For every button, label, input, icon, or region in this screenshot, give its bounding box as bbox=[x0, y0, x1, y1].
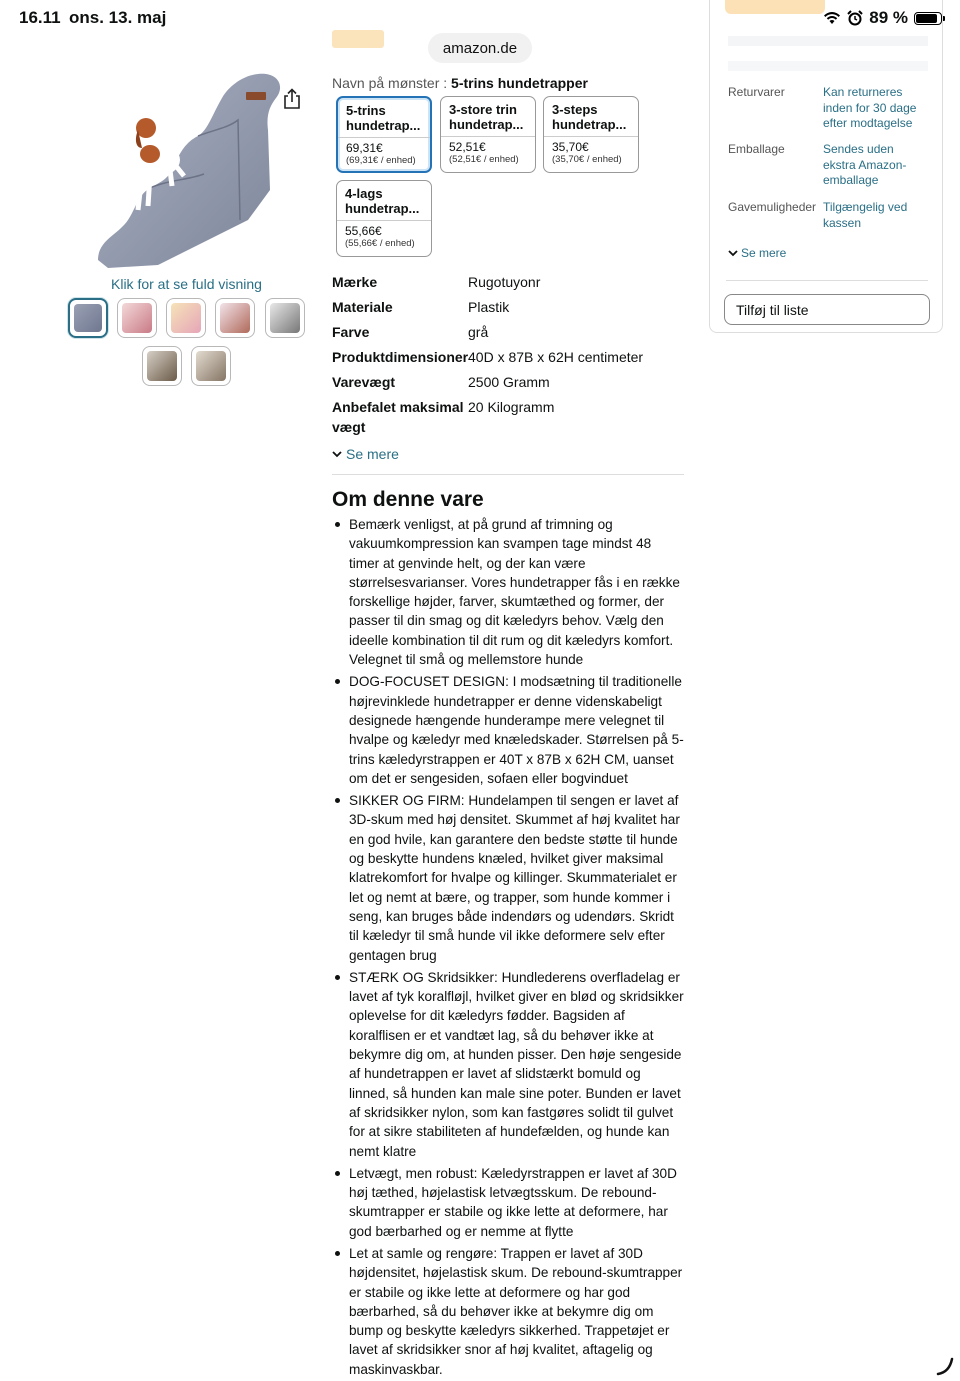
spec-value: Plastik bbox=[468, 299, 510, 315]
info-key: Gavemuligheder bbox=[728, 200, 817, 214]
chevron-down-icon bbox=[728, 248, 738, 258]
thumbnail-2[interactable] bbox=[117, 298, 157, 338]
pattern-label: Navn på mønster : bbox=[332, 75, 448, 91]
thumbnail-1[interactable] bbox=[68, 298, 108, 338]
variant-option-2[interactable] bbox=[440, 96, 536, 173]
info-value-link[interactable]: Tilgængelig ved kassen bbox=[823, 200, 908, 230]
see-more-specs-link[interactable] bbox=[332, 446, 399, 462]
about-bullet: Let at samle og rengøre: Trappen er lavet af 30D højdensitet, højelastisk skum. De rebound-skumtrapper er stabile og ikke lette at deformere og har god bærbarhed, så du behøver ikke at bekymre dig om bump og beskytte kæledyrs sikkerhed. Trappetøjet er lavet af skridsikker snor af høj kvalitet, aftagelig og maskinvaskbar. bbox=[332, 1244, 684, 1379]
thumbnail-4[interactable] bbox=[215, 298, 255, 338]
see-more-label: Se mere bbox=[346, 446, 399, 462]
variant-price: 52,51€ bbox=[449, 140, 486, 154]
thumbnail-6[interactable] bbox=[142, 346, 182, 386]
add-to-list-button[interactable]: Tilføj til liste bbox=[724, 294, 930, 325]
variant-option-4[interactable] bbox=[336, 180, 432, 257]
thumbnail-7[interactable] bbox=[191, 346, 231, 386]
spec-key: Produktdimensioner bbox=[332, 349, 469, 365]
spec-key: Mærke bbox=[332, 274, 378, 290]
variant-price: 69,31€ bbox=[346, 141, 383, 155]
info-value-link[interactable]: Kan returneres inden for 30 dage efter modtagelse bbox=[823, 85, 917, 130]
divider bbox=[544, 136, 638, 137]
panel-divider bbox=[726, 280, 928, 281]
about-bullet: Letvægt, men robust: Kæledyrstrappen er lavet af 30D høj tæthed, højelastisk letvægtsskum. De rebound-skumtrapper er stabile og ikke lette at deformere, har god bærbarhed og er nemme at flytte bbox=[332, 1164, 684, 1241]
faded-row bbox=[728, 61, 928, 71]
variant-price: 55,66€ bbox=[345, 224, 382, 238]
status-time: 16.11 bbox=[19, 8, 61, 27]
variant-unit-price: (35,70€ / enhed) bbox=[552, 154, 622, 165]
info-key: Emballage bbox=[728, 142, 785, 156]
variant-title: 5-trins hundetrap... bbox=[346, 103, 421, 133]
variant-title: 3-steps hundetrap... bbox=[552, 102, 627, 132]
spec-key: Farve bbox=[332, 324, 370, 340]
see-more-label: Se mere bbox=[741, 246, 787, 260]
divider bbox=[337, 220, 431, 221]
about-bullet: STÆRK OG Skridsikker: Hundlederens overfladelag er lavet af tyk koralfløjl, hvilket giver en blød og skridsikker oplevelse for dit kæledyrs fødder. Bagsiden af koralflisen er et vandtæt lag, så du behøver ikke at bekymre dig om, at hunden pisser. Den høje sengeside af hundetrappen er lavet af slidstærkt bomuld og linned, så hunden kan male sine poter. Bunden er lavet af skridsikker nylon, som kan fastgøres solidt til gulvet for at sikre stabiliteten af hundefælden, og hunde kan nemt klatre bbox=[332, 968, 684, 1161]
url-bar[interactable]: amazon.de bbox=[428, 33, 532, 63]
about-title: Om denne vare bbox=[332, 488, 484, 511]
variant-unit-price: (55,66€ / enhed) bbox=[345, 238, 415, 249]
pattern-name bbox=[332, 75, 588, 91]
divider bbox=[338, 137, 430, 138]
spec-value: 20 Kilogramm bbox=[468, 399, 555, 415]
spec-value: Rugotuyonr bbox=[468, 274, 541, 290]
spec-key: Varevægt bbox=[332, 374, 396, 390]
variant-title: 3-store trin hundetrap... bbox=[449, 102, 524, 132]
pattern-selected: 5-trins hundetrapper bbox=[451, 75, 588, 91]
about-bullet: SIKKER OG FIRM: Hundelampen til sengen er lavet af 3D-skum med høj densitet. Skummet af høj kvalitet har en god hvile, kan garantere den bedste støtte til hunde og beskytte hundens knæled, hvilket giver maksimal klatrekomfort for hvalpe og killinger. Skummaterialet er let og nemt at bære, og trapper, som hunde kommer i seng, kan bruges både indendørs og udendørs. Skridt til kæledyr til små hunde vil ikke deformere selv efter gentagen brug bbox=[332, 791, 684, 965]
faded-badge bbox=[332, 30, 384, 48]
variant-title: 4-lags hundetrap... bbox=[345, 186, 420, 216]
about-bullet: DOG-FOCUSET DESIGN: I modsætning til traditionelle højrevinklede hundetrapper er denne videnskabeligt designede hængende hunderampe mere velegnet til hvalpe og kæledyr med knæledskader. Størrelsen på 5-trins kæledyrstrappen er 40T x 87B x 62H CM, uanset om det er sengesiden, sofaen eller bogvinduet bbox=[332, 672, 684, 788]
variant-option-1[interactable] bbox=[336, 96, 432, 173]
battery-percent: 89 % bbox=[869, 8, 908, 27]
scroll-handle-icon[interactable] bbox=[934, 1355, 956, 1377]
faded-row bbox=[728, 36, 928, 46]
variant-price: 35,70€ bbox=[552, 140, 589, 154]
thumbnail-5[interactable] bbox=[265, 298, 305, 338]
spec-key: Materiale bbox=[332, 299, 393, 315]
section-divider bbox=[332, 474, 684, 475]
info-value-link[interactable]: Sendes uden ekstra Amazon-emballage bbox=[823, 142, 907, 187]
about-bullet: Bemærk venligst, at på grund af trimning og vakuumkompression kan svampen tage mindst 48 timer at genvinde helt, og der kan være størrelsesvarianser. Vores hundetrapper fås i en række forskellige højder, farver, skumtæthed og former, der passer til din smag og dit kæledyrs behov. Vælg den ideelle kombination til dit rum og dit kæledyrs komfort. Velegnet til små og mellemstore hunde bbox=[332, 515, 684, 669]
thumbnail-3[interactable] bbox=[166, 298, 206, 338]
status-date: ons. 13. maj bbox=[69, 8, 167, 27]
see-more-details-link[interactable] bbox=[728, 246, 786, 260]
variant-unit-price: (52,51€ / enhed) bbox=[449, 154, 519, 165]
about-bullets bbox=[332, 515, 684, 1381]
chevron-down-icon bbox=[332, 449, 342, 459]
product-image[interactable] bbox=[88, 70, 288, 270]
divider bbox=[441, 136, 535, 137]
buy-box-panel bbox=[709, 0, 943, 333]
spec-value: 40D x 87B x 62H centimeter bbox=[468, 349, 644, 365]
variant-option-3[interactable] bbox=[543, 96, 639, 173]
variant-unit-price: (69,31€ / enhed) bbox=[346, 155, 416, 166]
info-key: Returvarer bbox=[728, 85, 785, 99]
share-icon[interactable] bbox=[282, 88, 302, 110]
spec-value: grå bbox=[468, 324, 489, 340]
full-view-link[interactable]: Klik for at se fuld visning bbox=[111, 276, 262, 292]
spec-key: Anbefalet maksimal vægt bbox=[332, 399, 464, 435]
spec-value: 2500 Gramm bbox=[468, 374, 550, 390]
